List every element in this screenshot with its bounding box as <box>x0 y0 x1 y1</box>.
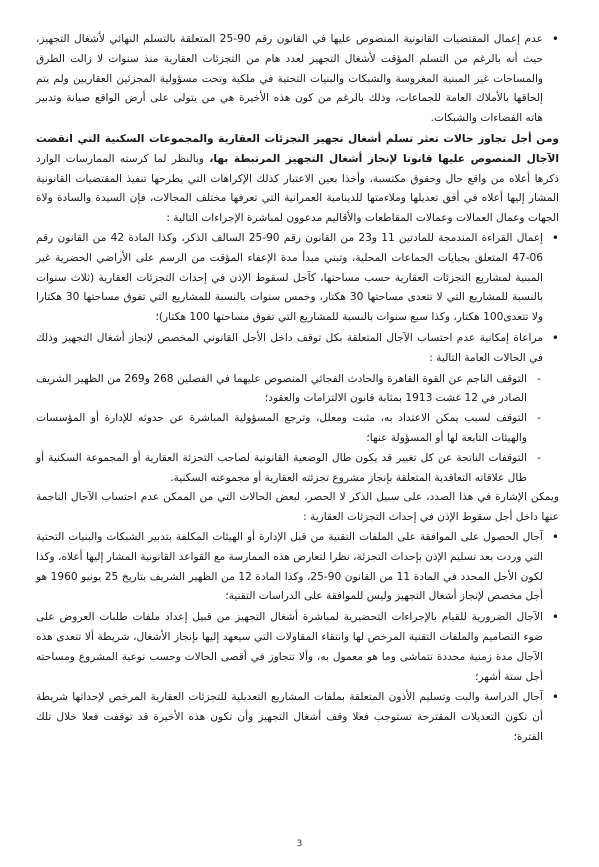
page-number: 3 <box>296 839 303 850</box>
bullet-paragraph: • مراعاة إمكانية عدم احتساب الآجال المتعلقة بكل توقف داخل الأجل القانوني المخصص لإنجاز أشغال التجهيز وذلك في الحالات العامة التالية : <box>36 329 559 369</box>
bullet-paragraph: • الآجال الضرورية للقيام بالإجراءات التحضيرية لمباشرة أشغال التجهيز من قبيل إعداد ملفات طلبات العروض على ضوء التصاميم والملفات التقنية المرخص لها وانتقاء المقاولات التي سيعهد إليها بإنجاز الأشغال، شريطة ألا تتعدى هذه الآجال مدة زمنية محددة تتماشى وما هو معمول به، وألا تتجاوز في أقصى الحالات وحسب نوعية المشروع ومساحته أجل ستة أشهر؛ <box>36 608 559 687</box>
dash-item: - التوقفات الناتجة عن كل تغيير قد يكون طال الوضعية القانونية لصاحب التجزئة العقارية أو المجموعة السكنية أو طال علاقاته التعاقدية المتعلقة بإنجاز مشروع تجزئته العقارية أو مجموعته السكنية. <box>36 449 559 489</box>
lead-rest-text: وبالنظر لما كرسته الممارسات الوارد ذكرها أعلاه من واقع حال وحقوق مكتسبة، وأخذا بعين الاعتبار كذلك الإكراهات التي يطرحها تنفيذ المقتضيات القانونية المشار إليها أعلاه في أفق تعديلها وملاءمتها للدينامية العمرانية التي تعرفها مختلف المجالات، فإن السيدة والسادة ولاة الجهات وعمال العمالات وعمالات المقاطعات والأقاليم مدعوون لمباشرة الإجراءات التالية : <box>36 152 559 225</box>
dash-item: - التوقف الناجم عن القوة القاهرة والحادث الفجائي المنصوص عليهما في الفصلين 268 و269 من الظهير الشريف الصادر في 12 غشت 1913 بمثابة قانون الالتزامات والعقود؛ <box>36 370 559 410</box>
bullet-paragraph: • عدم إعمال المقتضيات القانونية المنصوص عليها في القانون رقم 90-25 المتعلقة بالتسلم النهائي لأشغال التجهيز، حيث أنه بالرغم من التسلم المؤقت لأشغال التجهيز لعدد هام من التجزئات العقارية منذ سنوات لا زالت الطرق والمساحات غير المبنية المغروسة والشبكات والبنيات التحتية في ملكية وتحت مسؤولية المجزئين العقاريين ولم يتم إلحاقها بالأملاك العامة للجماعات، وذلك بالرغم من كون هذه الأخيرة هي من يتولى على أرض الواقع صيانة وتدبير هاته الفضاءات والشبكات. <box>36 30 559 129</box>
dash-item: - التوقف لسبب يمكن الاعتداد به، مثبت ومعلل، وترجع المسؤولية المباشرة عن حدوثه للإدارة أو المؤسسات والهيئات التابعة لها أو المسؤولة عنها؛ <box>36 409 559 449</box>
bullet-paragraph: • آجال الدراسة والبت وتسليم الأذون المتعلقة بملفات المشاريع التعديلية للتجزئات العقارية المرخص لإحداثها شريطة أن تكون التعديلات المقترحة تستوجب فعلا وقف أشغال التجهيز وأن تكون هذه الأخيرة قد توقفت فعلا خلال تلك الفترة؛ <box>36 688 559 747</box>
bullet-paragraph: • آجال الحصول على الموافقة على الملفات التقنية من قبل الإدارة أو الهيئات المكلفة بتدبير الشبكات والبنيات التحتية التي وردت بعد تسليم الإذن بإحداث التجزئة، نظرا لتعارض هذه الممارسة مع القواعد القانونية المشار إليها أعلاه، وكذا لكون الأجل المحدد في المادة 11 من القانون 90-25، وكذا المادة 12 من الظهير الشريف بتاريخ 25 يونيو 1960 هو أجل مخصص لإنجاز أشغال التجهيز وليس للموافقة على الدراسات التقنية؛ <box>36 528 559 607</box>
bullet-paragraph: • إعمال القراءة المندمجة للمادتين 11 و23 من القانون رقم 90-25 السالف الذكر، وكذا المادة 42 من القانون رقم 06-47 المتعلق بجبايات الجماعات المحلية، وتبني مبدأ مدة الإعفاء المؤقت من الرسم على الأراضي الحضرية غير المبنية لمشاريع التجزئات العقارية حسب مساحتها، كآجل لسقوط الإذن في إحداث التجزئات العقارية (ثلاث سنوات بالنسبة للمشاريع التي لا تتعدى مساحتها 30 هكتار، وخمس سنوات بالنسبة للمشاريع التي تفوق مساحتها 30 هكتارا ولا تتعدى100 هكتار، وكذا سبع سنوات بالنسبة للمشاريع التي تفوق مساحتها 100 هكتار)؛ <box>36 229 559 328</box>
lead-bold-text: ومن أجل تجاوز حالات تعثر تسلم أشغال تجهيز التجزئات العقارية والمجموعات السكنية التي انقضت الآجال المنصوص عليها قانونا لإنجاز أشغال التجهيز المرتبطة بها، <box>36 132 559 165</box>
lead-paragraph <box>36 130 559 229</box>
cases-paragraph: ويمكن الإشارة في هذا الصدد، على سبيل الذكر لا الحصر، لبعض الحالات التي من الممكن عدم احتساب الآجال الناجمة عنها داخل أجل سقوط الإذن في إحداث التجزئات العقارية : <box>36 491 559 524</box>
